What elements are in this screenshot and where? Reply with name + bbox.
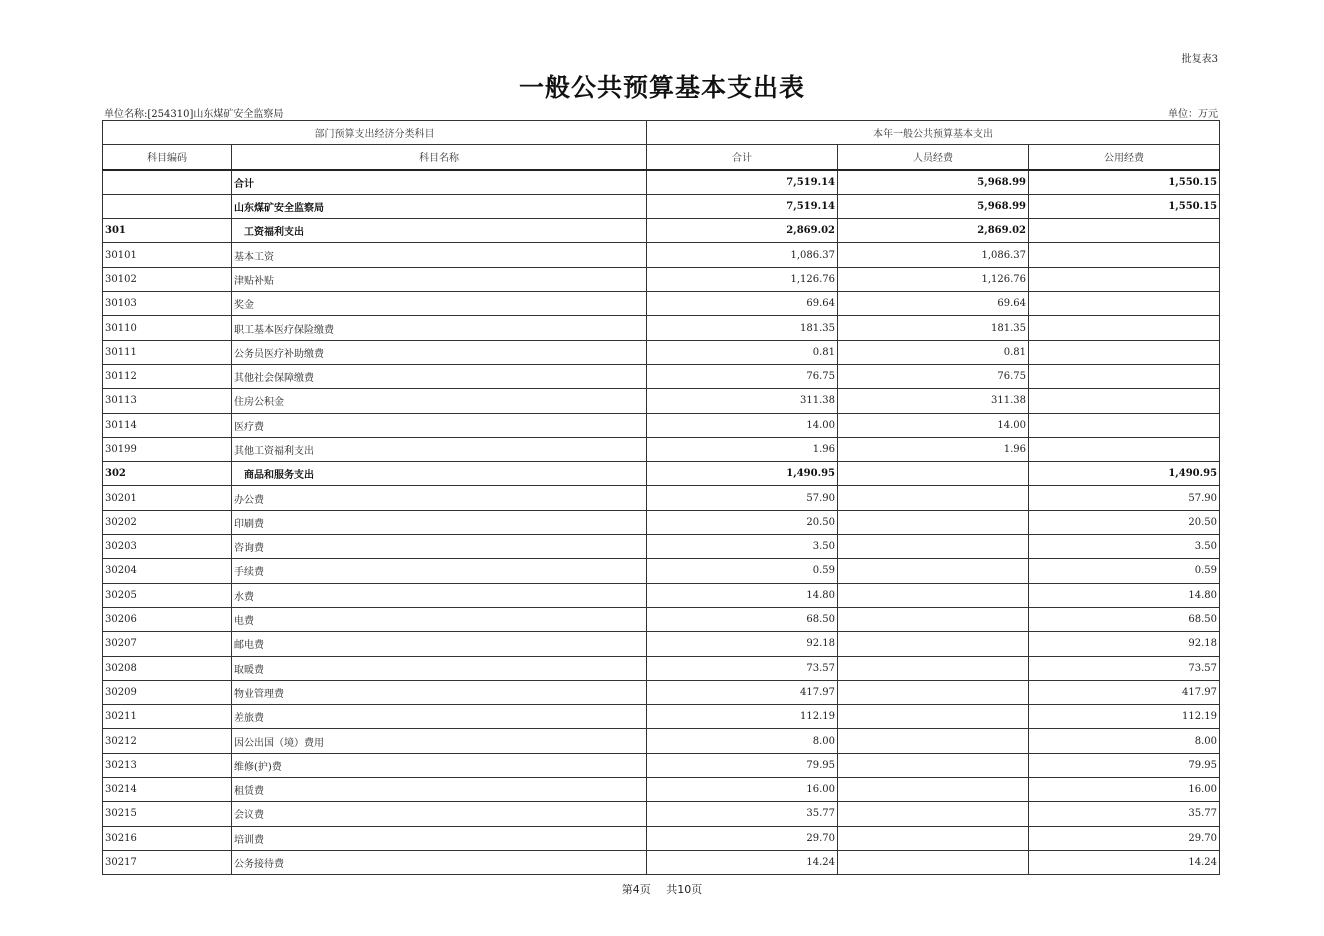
table-row: [103, 656, 1220, 680]
cell-code: 30202: [103, 510, 232, 534]
cell-name: 维修(护)费: [232, 753, 647, 777]
table-row: [103, 486, 1220, 510]
cell-personnel: [838, 510, 1029, 534]
cell-public: 68.50: [1029, 607, 1220, 631]
cell-public: [1029, 437, 1220, 461]
cell-name: 印刷费: [232, 510, 647, 534]
cell-name: 差旅费: [232, 705, 647, 729]
cell-personnel: [838, 583, 1029, 607]
cell-total: 311.38: [647, 389, 838, 413]
cell-code: 30113: [103, 389, 232, 413]
cell-public: 73.57: [1029, 656, 1220, 680]
cell-total: 16.00: [647, 778, 838, 802]
cell-code: 30214: [103, 778, 232, 802]
cell-code: 30103: [103, 292, 232, 316]
table-row: [103, 267, 1220, 291]
cell-personnel: [838, 778, 1029, 802]
table-row: [103, 802, 1220, 826]
table-row: [103, 462, 1220, 486]
table-row: [103, 340, 1220, 364]
cell-public: [1029, 364, 1220, 388]
cell-total: 68.50: [647, 607, 838, 631]
col-header-personnel: 人员经费: [838, 145, 1029, 170]
cell-name: 培训费: [232, 826, 647, 850]
cell-name: 电费: [232, 607, 647, 631]
table-group-header: [103, 121, 1220, 145]
cell-total: 417.97: [647, 680, 838, 704]
cell-personnel: 1.96: [838, 437, 1029, 461]
cell-personnel: 0.81: [838, 340, 1029, 364]
cell-public: 1,550.15: [1029, 194, 1220, 218]
table-row: [103, 753, 1220, 777]
cell-total: 20.50: [647, 510, 838, 534]
cell-code: 30111: [103, 340, 232, 364]
cell-name: 会议费: [232, 802, 647, 826]
table-row: [103, 437, 1220, 461]
cell-name: 奖金: [232, 292, 647, 316]
cell-code: [103, 170, 232, 195]
cell-total: 14.00: [647, 413, 838, 437]
group-header-left: 部门预算支出经济分类科目: [103, 121, 647, 145]
cell-code: 30110: [103, 316, 232, 340]
cell-personnel: [838, 462, 1029, 486]
table-row: [103, 705, 1220, 729]
cell-personnel: 181.35: [838, 316, 1029, 340]
table-row: [103, 364, 1220, 388]
cell-total: 1,086.37: [647, 243, 838, 267]
cell-total: 181.35: [647, 316, 838, 340]
page-footer: [0, 881, 1324, 897]
cell-public: 417.97: [1029, 680, 1220, 704]
table-row: [103, 778, 1220, 802]
cell-total: 76.75: [647, 364, 838, 388]
cell-name: 其他社会保障缴费: [232, 364, 647, 388]
cell-total: 73.57: [647, 656, 838, 680]
cell-name: 合计: [232, 170, 647, 195]
cell-personnel: [838, 632, 1029, 656]
cell-public: [1029, 389, 1220, 413]
table-row: [103, 292, 1220, 316]
table-row: [103, 559, 1220, 583]
annex-label: 批复表3: [1181, 54, 1218, 65]
cell-personnel: [838, 656, 1029, 680]
cell-total: 69.64: [647, 292, 838, 316]
cell-code: 30199: [103, 437, 232, 461]
expenditure-table: [102, 120, 1220, 875]
cell-personnel: 1,126.76: [838, 267, 1029, 291]
cell-total: 29.70: [647, 826, 838, 850]
cell-total: 92.18: [647, 632, 838, 656]
cell-code: 30207: [103, 632, 232, 656]
col-header-public: 公用经费: [1029, 145, 1220, 170]
cell-public: 16.00: [1029, 778, 1220, 802]
table-row: [103, 194, 1220, 218]
cell-total: 14.80: [647, 583, 838, 607]
cell-total: 1.96: [647, 437, 838, 461]
cell-name: 公务接待费: [232, 850, 647, 874]
cell-personnel: 69.64: [838, 292, 1029, 316]
cell-name: 住房公积金: [232, 389, 647, 413]
cell-public: [1029, 219, 1220, 243]
cell-name: 咨询费: [232, 535, 647, 559]
cell-total: 1,490.95: [647, 462, 838, 486]
cell-public: 92.18: [1029, 632, 1220, 656]
cell-personnel: 2,869.02: [838, 219, 1029, 243]
cell-name: 津贴补贴: [232, 267, 647, 291]
cell-code: 30209: [103, 680, 232, 704]
cell-total: 3.50: [647, 535, 838, 559]
cell-name: 医疗费: [232, 413, 647, 437]
table-row: [103, 729, 1220, 753]
table-row: [103, 680, 1220, 704]
cell-code: 30201: [103, 486, 232, 510]
cell-name: 手续费: [232, 559, 647, 583]
cell-public: 1,490.95: [1029, 462, 1220, 486]
cell-personnel: [838, 850, 1029, 874]
cell-name: 办公费: [232, 486, 647, 510]
cell-public: 29.70: [1029, 826, 1220, 850]
cell-personnel: [838, 705, 1029, 729]
unit-name: 单位名称:[254310]山东煤矿安全监察局: [104, 109, 284, 120]
cell-code: 30208: [103, 656, 232, 680]
cell-public: [1029, 316, 1220, 340]
cell-public: [1029, 340, 1220, 364]
cell-code: 30215: [103, 802, 232, 826]
table-row: [103, 826, 1220, 850]
cell-code: 30102: [103, 267, 232, 291]
cell-public: 20.50: [1029, 510, 1220, 534]
group-header-right: 本年一般公共预算基本支出: [647, 121, 1220, 145]
cell-code: 30211: [103, 705, 232, 729]
cell-public: [1029, 243, 1220, 267]
cell-name: 公务员医疗补助缴费: [232, 340, 647, 364]
table-row: [103, 316, 1220, 340]
cell-total: 79.95: [647, 753, 838, 777]
table-row: [103, 583, 1220, 607]
cell-name: 因公出国（境）费用: [232, 729, 647, 753]
cell-code: 30213: [103, 753, 232, 777]
cell-personnel: [838, 826, 1029, 850]
table-row: [103, 389, 1220, 413]
cell-name: 其他工资福利支出: [232, 437, 647, 461]
cell-public: [1029, 413, 1220, 437]
cell-public: [1029, 292, 1220, 316]
cell-total: 57.90: [647, 486, 838, 510]
cell-code: 30114: [103, 413, 232, 437]
cell-name: 物业管理费: [232, 680, 647, 704]
table-row: [103, 607, 1220, 631]
cell-personnel: [838, 802, 1029, 826]
cell-personnel: [838, 753, 1029, 777]
cell-name: 取暖费: [232, 656, 647, 680]
cell-total: 14.24: [647, 850, 838, 874]
cell-code: 30204: [103, 559, 232, 583]
cell-personnel: [838, 486, 1029, 510]
cell-public: 8.00: [1029, 729, 1220, 753]
cell-code: 30101: [103, 243, 232, 267]
table-column-header: [103, 145, 1220, 170]
cell-code: [103, 194, 232, 218]
cell-total: 7,519.14: [647, 170, 838, 195]
cell-total: 0.81: [647, 340, 838, 364]
table-row: [103, 535, 1220, 559]
cell-public: 0.59: [1029, 559, 1220, 583]
cell-public: 14.24: [1029, 850, 1220, 874]
cell-total: 35.77: [647, 802, 838, 826]
cell-public: 14.80: [1029, 583, 1220, 607]
cell-code: 30206: [103, 607, 232, 631]
cell-personnel: [838, 729, 1029, 753]
cell-personnel: 5,968.99: [838, 194, 1029, 218]
total-pages: 共10页: [666, 883, 703, 896]
cell-personnel: [838, 535, 1029, 559]
cell-total: 8.00: [647, 729, 838, 753]
cell-name: 山东煤矿安全监察局: [232, 194, 647, 218]
cell-code: 30212: [103, 729, 232, 753]
cell-personnel: 1,086.37: [838, 243, 1029, 267]
cell-code: 30205: [103, 583, 232, 607]
col-header-total: 合计: [647, 145, 838, 170]
cell-code: 30216: [103, 826, 232, 850]
col-header-code: 科目编码: [103, 145, 232, 170]
table-row: [103, 219, 1220, 243]
cell-total: 7,519.14: [647, 194, 838, 218]
cell-personnel: [838, 559, 1029, 583]
cell-public: 3.50: [1029, 535, 1220, 559]
cell-public: 35.77: [1029, 802, 1220, 826]
cell-personnel: [838, 680, 1029, 704]
table-row: [103, 413, 1220, 437]
cell-name: 工资福利支出: [232, 219, 647, 243]
table-row: [103, 243, 1220, 267]
cell-code: 302: [103, 462, 232, 486]
cell-total: 2,869.02: [647, 219, 838, 243]
cell-code: 30217: [103, 850, 232, 874]
table-row: [103, 170, 1220, 195]
unit-label: 单位：万元: [1168, 109, 1218, 120]
cell-public: 57.90: [1029, 486, 1220, 510]
table-row: [103, 632, 1220, 656]
cell-personnel: 5,968.99: [838, 170, 1029, 195]
cell-total: 0.59: [647, 559, 838, 583]
page-title: 一般公共预算基本支出表: [518, 73, 805, 102]
cell-personnel: 311.38: [838, 389, 1029, 413]
cell-name: 职工基本医疗保险缴费: [232, 316, 647, 340]
cell-personnel: 14.00: [838, 413, 1029, 437]
cell-name: 基本工资: [232, 243, 647, 267]
cell-name: 商品和服务支出: [232, 462, 647, 486]
cell-total: 112.19: [647, 705, 838, 729]
cell-public: [1029, 267, 1220, 291]
cell-total: 1,126.76: [647, 267, 838, 291]
col-header-name: 科目名称: [232, 145, 647, 170]
table-row: [103, 510, 1220, 534]
cell-code: 301: [103, 219, 232, 243]
cell-name: 水费: [232, 583, 647, 607]
page-number: 第4页: [621, 883, 651, 896]
cell-code: 30112: [103, 364, 232, 388]
cell-name: 租赁费: [232, 778, 647, 802]
cell-code: 30203: [103, 535, 232, 559]
cell-personnel: [838, 607, 1029, 631]
cell-public: 79.95: [1029, 753, 1220, 777]
cell-public: 1,550.15: [1029, 170, 1220, 195]
table-row: [103, 850, 1220, 874]
cell-public: 112.19: [1029, 705, 1220, 729]
cell-personnel: 76.75: [838, 364, 1029, 388]
cell-name: 邮电费: [232, 632, 647, 656]
